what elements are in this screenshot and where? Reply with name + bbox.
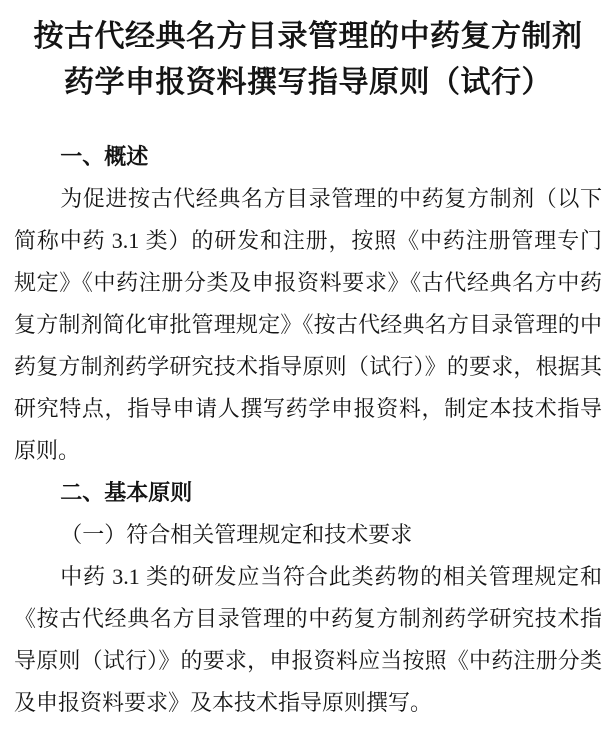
subsection-heading-compliance-requirements: （一）符合相关管理规定和技术要求	[60, 522, 413, 547]
document-title	[14, 14, 602, 106]
document-body	[14, 136, 602, 724]
paragraph-compliance-requirements: 中药 3.1 类的研发应当符合此类药物的相关管理规定和《按古代经典名方目录管理的中药复方制剂药学研究技术指导原则（试行）》的要求，申报资料应当按照《中药注册分类及申报资料要求》及本技术指导原则撰写。	[14, 564, 602, 715]
section-heading-basic-principles: 二、基本原则	[60, 480, 193, 505]
section-heading-overview: 一、概述	[60, 144, 149, 169]
document-title-line-2: 药学申报资料撰写指导原则（试行）	[64, 66, 552, 99]
paragraph-overview: 为促进按古代经典名方目录管理的中药复方制剂（以下简称中药 3.1 类）的研发和注册，按照《中药注册管理专门规定》《中药注册分类及申报资料要求》《古代经典名方中药复方制剂简化审批管理规定》《按古代经典名方目录管理的中药复方制剂药学研究技术指导原则（试行）》的要求，根据其研究特点，指导申请人撰写药学申报资料，制定本技术指导原则。	[14, 186, 602, 463]
document-title-line-1: 按古代经典名方目录管理的中药复方制剂	[33, 20, 583, 53]
